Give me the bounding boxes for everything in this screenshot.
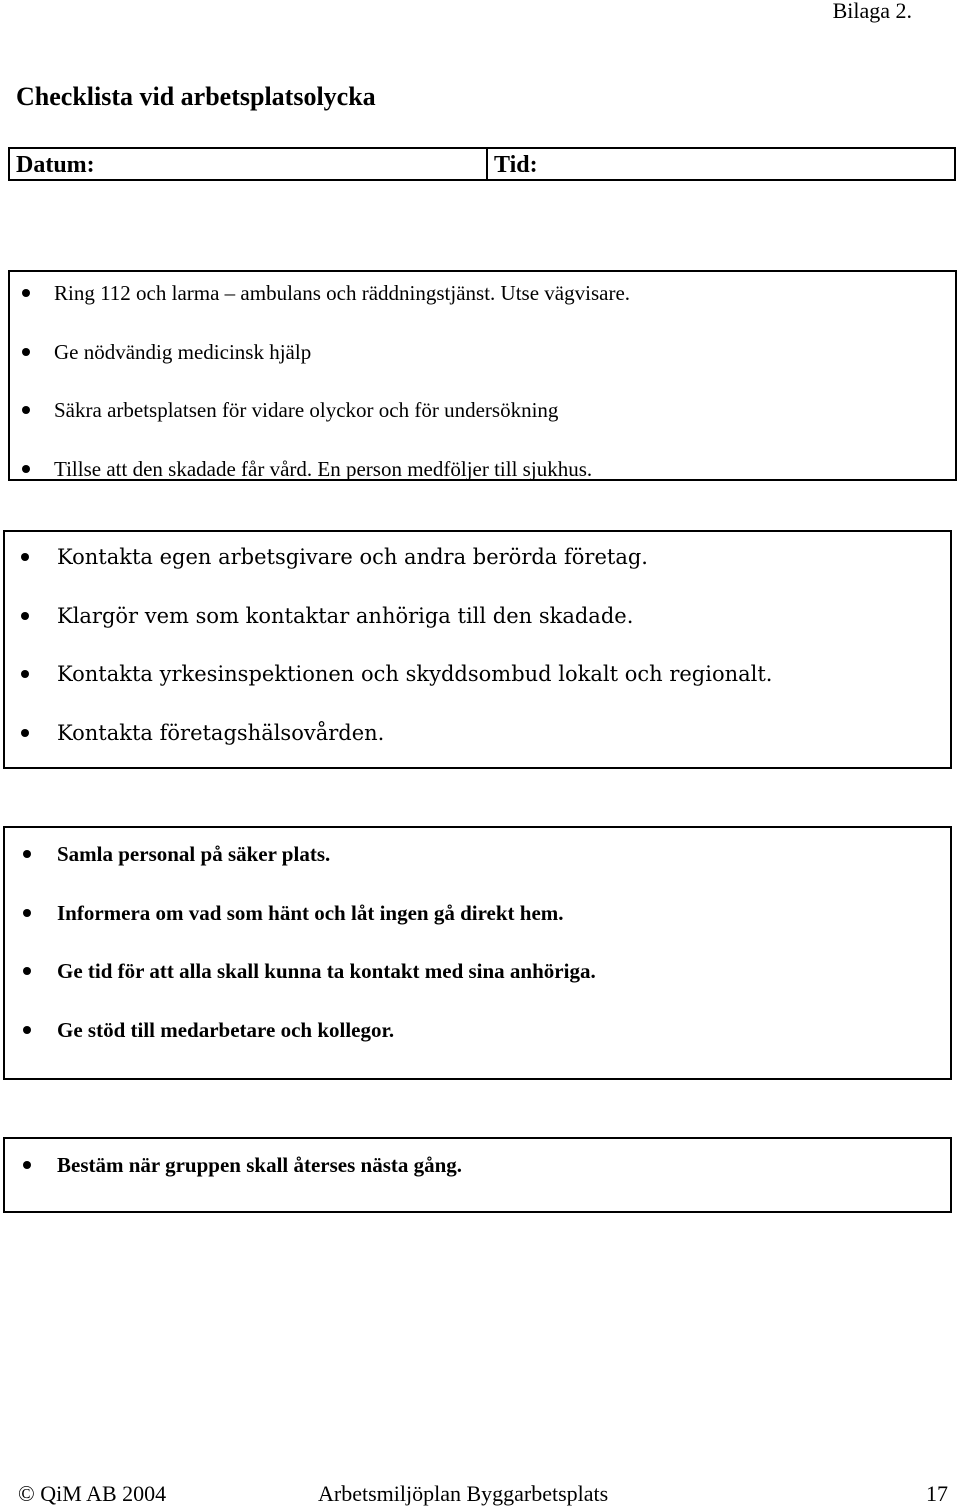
checklist-item xyxy=(10,280,955,339)
checklist-item xyxy=(5,720,950,779)
bullet-icon xyxy=(22,465,30,473)
bullet-icon xyxy=(22,348,30,356)
bullet-icon xyxy=(23,967,31,975)
checklist-item-text: Ring 112 och larma – ambulans och räddningstjänst. Utse vägvisare. xyxy=(54,281,631,305)
checklist-item xyxy=(5,900,950,959)
checklist-item-text: Säkra arbetsplatsen för vidare olyckor och för undersökning xyxy=(54,398,559,422)
bullet-icon xyxy=(21,553,29,561)
checklist xyxy=(5,1139,950,1211)
bullet-icon xyxy=(21,670,29,678)
checklist-item xyxy=(10,397,955,456)
footer-copyright: © QiM AB 2004 xyxy=(18,1481,167,1506)
bullet-icon xyxy=(21,729,29,737)
attachment-label: Bilaga 2. xyxy=(832,0,912,23)
bullet-icon xyxy=(23,1026,31,1034)
checklist-item xyxy=(10,339,955,398)
checklist-item-text: Kontakta företagshälsovården. xyxy=(57,720,385,745)
checklist-item xyxy=(10,456,955,515)
bullet-icon xyxy=(23,850,31,858)
checklist-item-text: Bestäm när gruppen skall återses nästa gång. xyxy=(57,1153,463,1177)
bullet-icon xyxy=(21,612,29,620)
checklist-item-text: Kontakta egen arbetsgivare och andra berörda företag. xyxy=(57,545,648,569)
checklist-item-text: Klargör vem som kontaktar anhöriga till den skadade. xyxy=(57,603,634,628)
checklist-item-text: Ge stöd till medarbetare och kollegor. xyxy=(57,1017,395,1042)
bullet-icon xyxy=(22,289,30,297)
checklist-section-immediate-actions xyxy=(8,270,957,481)
bullet-icon xyxy=(23,1161,31,1169)
checklist-item xyxy=(5,1017,950,1076)
checklist-section-contacts xyxy=(3,530,952,769)
checklist-item-text: Tillse att den skadade får vård. En person medföljer till sjukhus. xyxy=(54,456,593,481)
time-field: Tid: xyxy=(494,152,538,178)
checklist-item xyxy=(5,603,950,662)
page-title: Checklista vid arbetsplatsolycka xyxy=(16,82,376,111)
bullet-icon xyxy=(22,406,30,414)
checklist-item-text: Samla personal på säker plats. xyxy=(57,842,331,866)
checklist-section-follow-up xyxy=(3,1137,952,1213)
checklist-item xyxy=(5,661,950,720)
footer-page-number: 17 xyxy=(926,1481,948,1506)
date-time-table xyxy=(8,147,956,181)
checklist-item-text: Ge tid för att alla skall kunna ta kontakt med sina anhöriga. xyxy=(57,959,596,983)
footer-document-name: Arbetsmiljöplan Byggarbetsplats xyxy=(318,1481,609,1506)
checklist-item-text: Ge nödvändig medicinsk hjälp xyxy=(54,339,312,364)
checklist-item xyxy=(5,1152,950,1211)
checklist-section-staff-care xyxy=(3,826,952,1080)
checklist xyxy=(5,532,950,778)
date-field: Datum: xyxy=(10,149,488,179)
bullet-icon xyxy=(23,909,31,917)
checklist xyxy=(10,272,955,514)
checklist-item-text: Informera om vad som hänt och låt ingen gå direkt hem. xyxy=(57,900,564,925)
checklist-item xyxy=(5,841,950,900)
checklist xyxy=(5,828,950,1075)
checklist-item-text: Kontakta yrkesinspektionen och skyddsombud lokalt och regionalt. xyxy=(57,662,773,686)
page-footer xyxy=(0,1480,960,1508)
checklist-item xyxy=(5,958,950,1017)
checklist-item xyxy=(5,544,950,603)
